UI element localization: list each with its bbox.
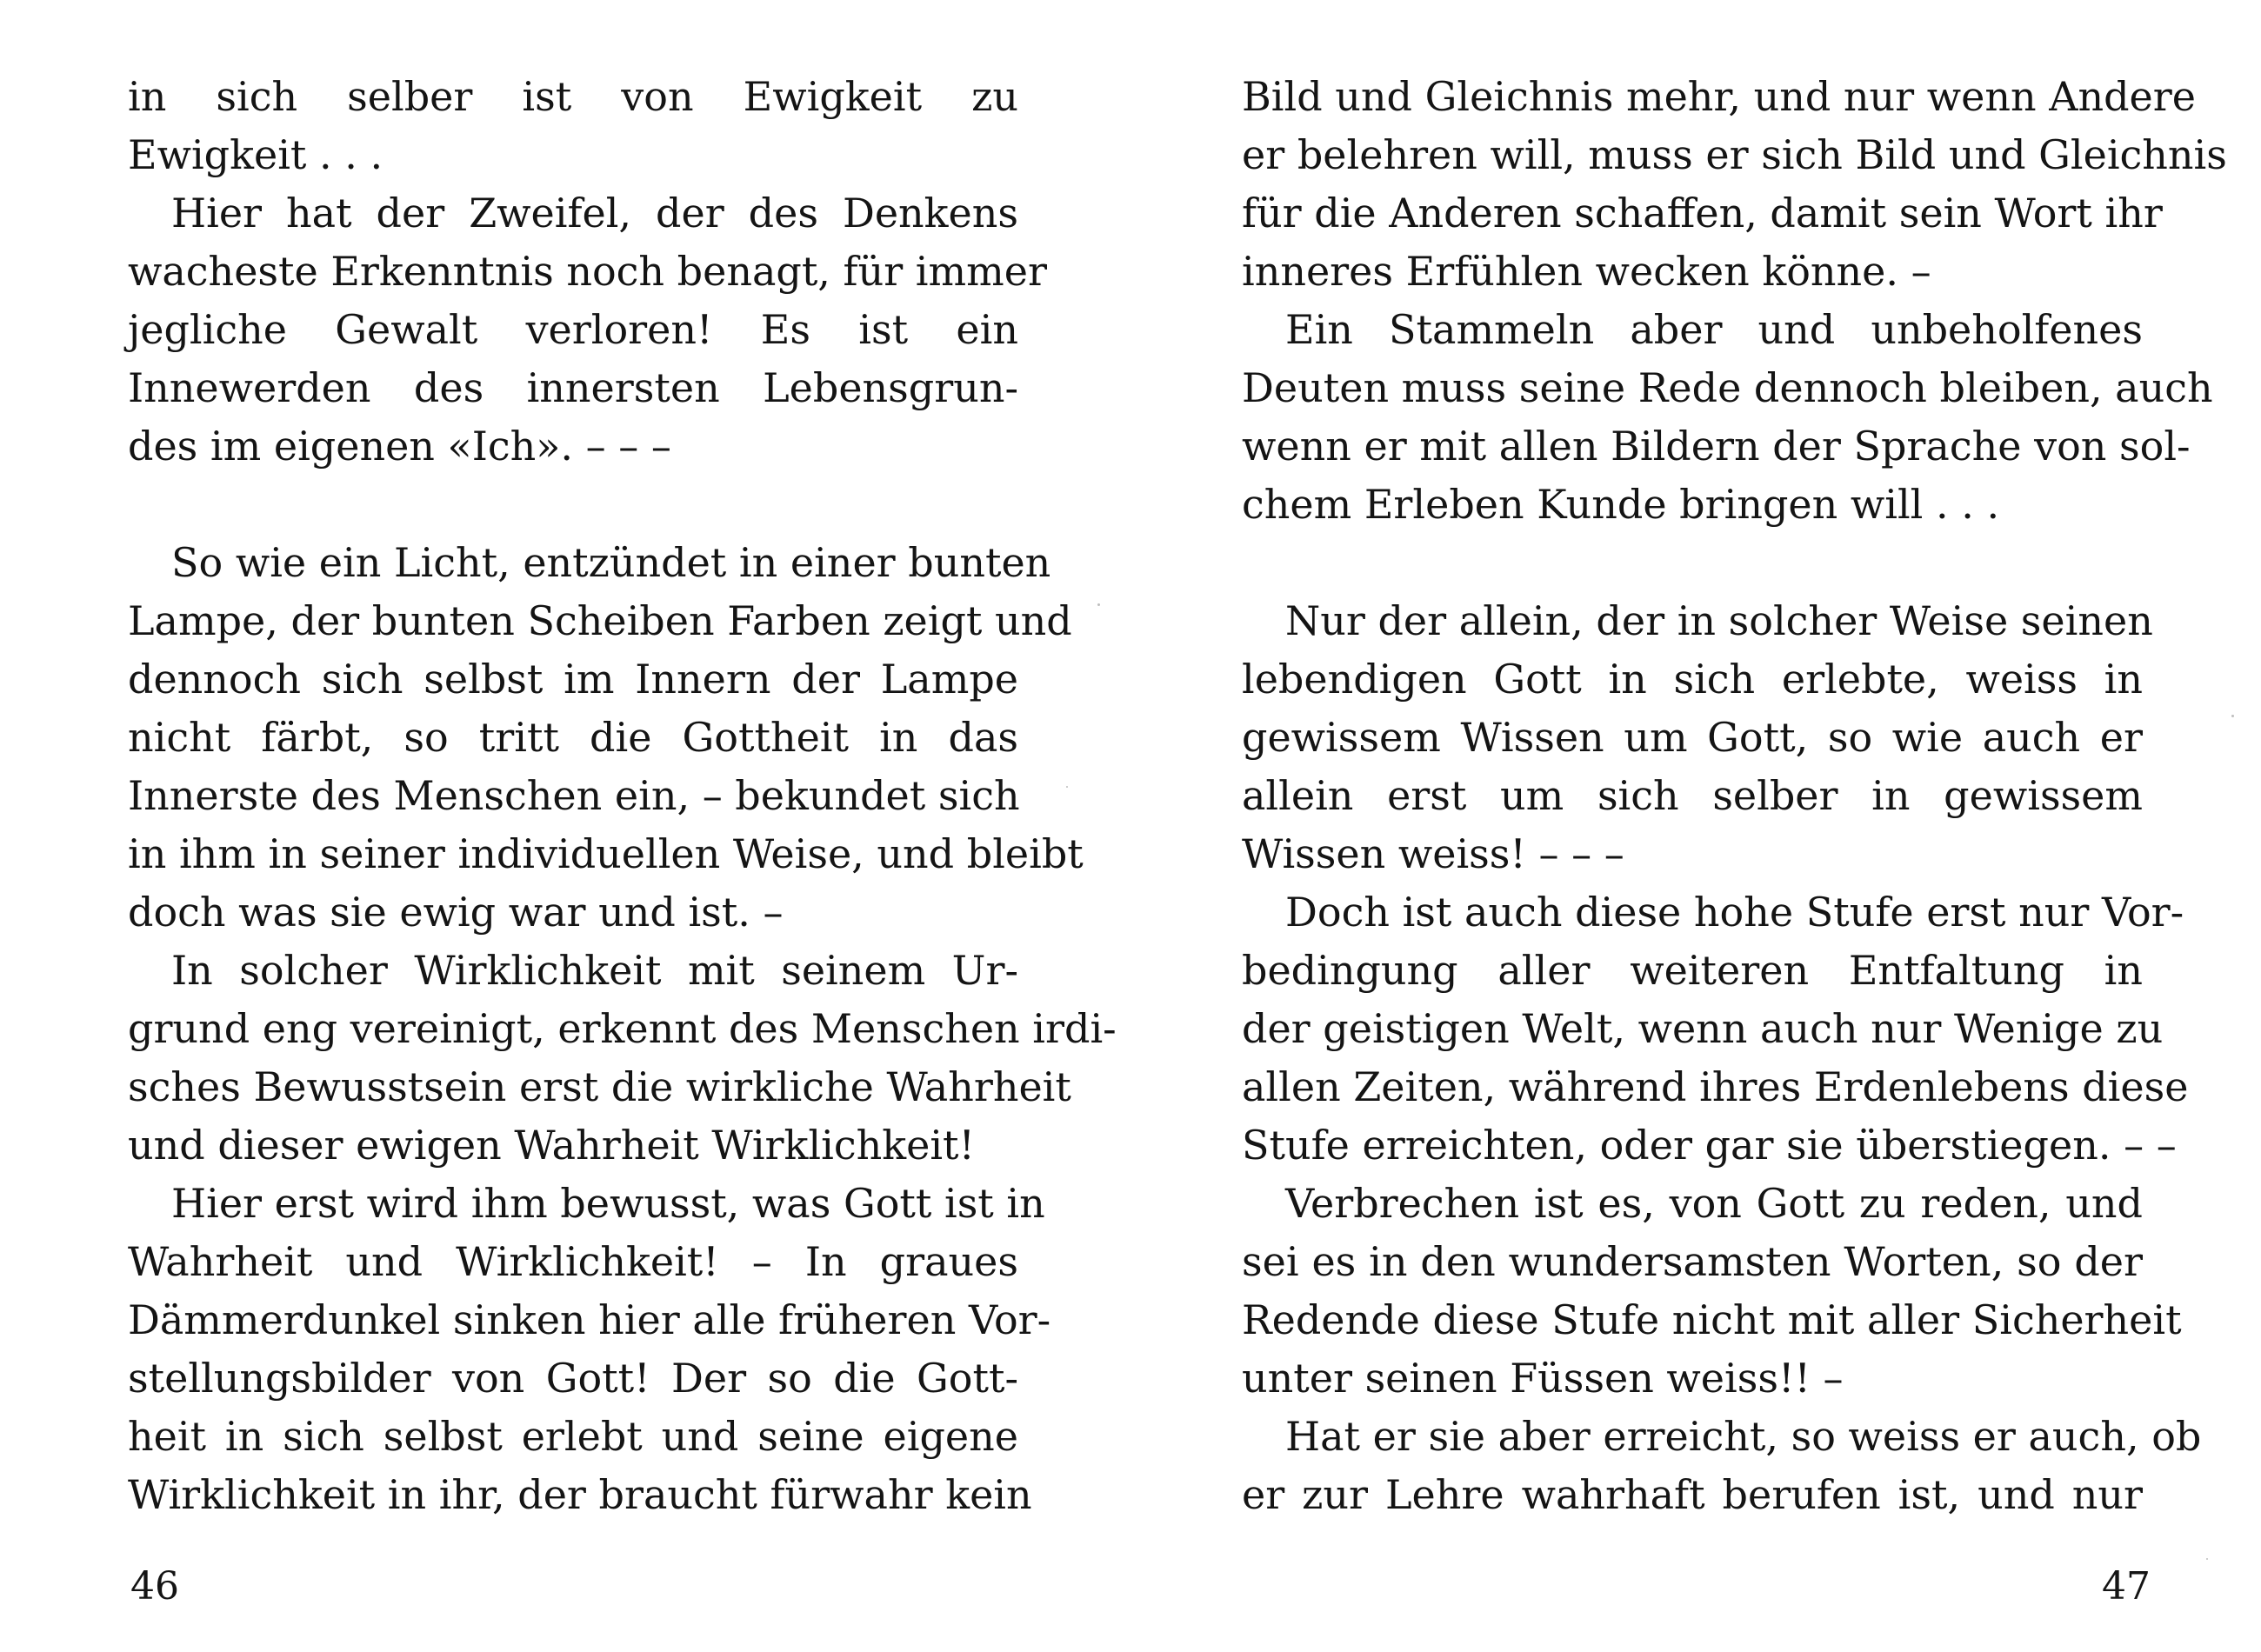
paper-speck xyxy=(2206,1558,2208,1560)
text-line: Innewerden des innersten Lebensgrun- xyxy=(128,364,1018,411)
text-line: des im eigenen «Ich». – – – xyxy=(128,423,671,470)
text-line: Wahrheit und Wirklichkeit! – In graues xyxy=(128,1238,1018,1285)
text-line: Ein Stammeln aber und unbeholfenes xyxy=(1285,306,2143,353)
text-line: Hat er sie aber erreicht, so weiss er auch, ob xyxy=(1285,1413,2202,1460)
paper-speck xyxy=(1066,786,1068,788)
text-line: Innerste des Menschen ein, – bekundet sich xyxy=(128,772,1020,819)
text-line: Wissen weiss! – – – xyxy=(1242,830,1624,877)
text-line: Deuten muss seine Rede dennoch bleiben, auch xyxy=(1242,364,2213,411)
text-line: in ihm in seiner individuellen Weise, und bleibt xyxy=(128,830,1084,877)
right-page xyxy=(1130,0,2261,1652)
text-line: Wirklichkeit in ihr, der braucht fürwahr kein xyxy=(128,1471,1032,1518)
text-line: und dieser ewigen Wahrheit Wirklichkeit! xyxy=(128,1122,975,1169)
text-line: in sich selber ist von Ewigkeit zu xyxy=(128,73,1018,120)
left-page-text xyxy=(128,68,1117,1524)
text-line: Doch ist auch diese hohe Stufe erst nur Vor- xyxy=(1285,889,2184,936)
text-line: allein erst um sich selber in gewissem xyxy=(1242,772,2143,819)
text-line: unter seinen Füssen weiss!! – xyxy=(1242,1355,1844,1402)
text-line: Verbrechen ist es, von Gott zu reden, und xyxy=(1285,1180,2143,1227)
text-line: Redende diese Stufe nicht mit aller Sicherheit xyxy=(1242,1296,2182,1343)
text-line: gewissem Wissen um Gott, so wie auch er xyxy=(1242,714,2143,761)
text-line: lebendigen Gott in sich erlebte, weiss in xyxy=(1242,656,2143,703)
text-line: wacheste Erkenntnis noch benagt, für immer xyxy=(128,248,1047,295)
text-line: bedingung aller weiteren Entfaltung in xyxy=(1242,947,2143,994)
text-line: Nur der allein, der in solcher Weise seinen xyxy=(1285,597,2153,644)
text-line: Dämmerdunkel sinken hier alle früheren Vor- xyxy=(128,1296,1051,1343)
text-line: allen Zeiten, während ihres Erdenlebens diese xyxy=(1242,1063,2189,1110)
text-line: wenn er mit allen Bildern der Sprache von sol- xyxy=(1242,423,2191,470)
text-line: sei es in den wundersamsten Worten, so der xyxy=(1242,1238,2143,1285)
text-line: sches Bewusstsein erst die wirkliche Wahrheit xyxy=(128,1063,1071,1110)
text-line: nicht färbt, so tritt die Gottheit in das xyxy=(128,714,1018,761)
text-line: grund eng vereinigt, erkennt des Menschen irdi- xyxy=(128,1005,1117,1052)
right-page-text xyxy=(1242,68,2227,1524)
text-line: der geistigen Welt, wenn auch nur Wenige zu xyxy=(1242,1005,2164,1052)
text-line: dennoch sich selbst im Innern der Lampe xyxy=(128,656,1018,703)
paper-speck xyxy=(2231,715,2234,717)
paper-speck xyxy=(1097,603,1100,606)
text-line: Lampe, der bunten Scheiben Farben zeigt und xyxy=(128,597,1072,644)
paragraph-gap xyxy=(128,476,1018,534)
page-number: 47 xyxy=(2102,1564,2151,1609)
left-page xyxy=(0,0,1130,1652)
text-line: Hier erst wird ihm bewusst, was Gott ist in xyxy=(171,1180,1045,1227)
text-line: jegliche Gewalt verloren! Es ist ein xyxy=(128,306,1018,353)
text-line: er zur Lehre wahrhaft berufen ist, und nur xyxy=(1242,1471,2143,1518)
text-line: heit in sich selbst erlebt und seine eigene xyxy=(128,1413,1018,1460)
text-line: stellungsbilder von Gott! Der so die Gott- xyxy=(128,1355,1018,1402)
text-line: inneres Erfühlen wecken könne. – xyxy=(1242,248,1931,295)
text-line: Stufe erreichten, oder gar sie überstiegen. – – xyxy=(1242,1122,2177,1169)
text-line: Hier hat der Zweifel, der des Denkens xyxy=(171,190,1018,236)
page-number: 46 xyxy=(130,1564,179,1609)
text-line: für die Anderen schaffen, damit sein Wort ihr xyxy=(1242,190,2163,236)
text-line: So wie ein Licht, entzündet in einer bunten xyxy=(171,539,1051,586)
text-line: Ewigkeit . . . xyxy=(128,131,384,178)
text-line: er belehren will, muss er sich Bild und Gleichnis xyxy=(1242,131,2227,178)
text-line: Bild und Gleichnis mehr, und nur wenn Andere xyxy=(1242,73,2196,120)
text-line: chem Erleben Kunde bringen will . . . xyxy=(1242,481,2000,528)
paragraph-gap xyxy=(1242,534,2143,592)
text-line: In solcher Wirklichkeit mit seinem Ur- xyxy=(171,947,1018,994)
text-line: doch was sie ewig war und ist. – xyxy=(128,889,784,936)
